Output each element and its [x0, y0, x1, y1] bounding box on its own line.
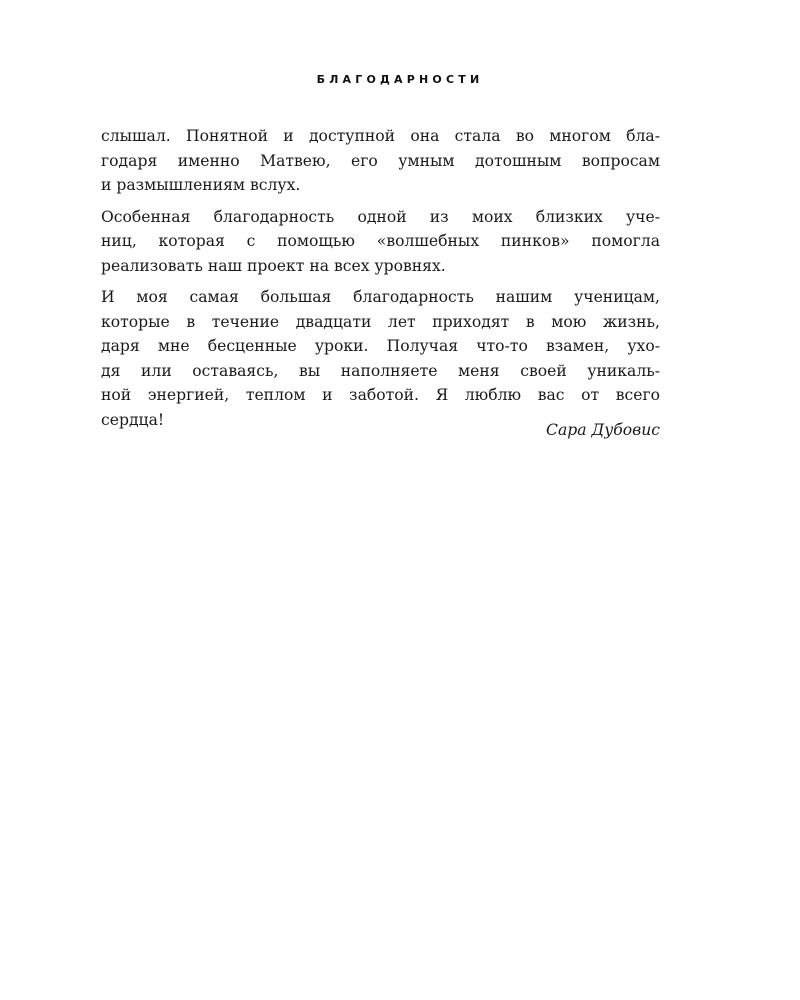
text-line: Особенная благодарность одной из моих близких уче-: [101, 207, 660, 226]
text-line: ной энергией, теплом и заботой. Я люблю вас от всего: [101, 386, 660, 404]
author-signature: Сара Дубовис: [546, 421, 660, 439]
text-line: ниц, которая с помощью «волшебных пинков» помогла: [101, 232, 660, 250]
text-line: годаря именно Матвею, его умным дотошным вопросам: [101, 151, 660, 170]
text-line: И моя самая большая благодарность нашим ученицам,: [101, 288, 660, 306]
text-line: даря мне бесценные уроки. Получая что-то взамен, ухо-: [101, 337, 660, 355]
text-line: сердца!: [101, 410, 165, 429]
text-line: которые в течение двадцати лет приходят в мою жизнь,: [101, 312, 660, 331]
text-line: дя или оставаясь, вы наполняете меня своей уникаль-: [101, 361, 660, 380]
text-line: и размышлениям вслух.: [101, 176, 301, 194]
paragraph: [101, 205, 660, 279]
paragraph: [101, 285, 660, 432]
body-text: [101, 124, 660, 439]
paragraph: [101, 124, 660, 198]
text-line: реализовать наш проект на всех уровнях.: [101, 256, 446, 275]
running-head: БЛАГОДАРНОСТИ: [316, 73, 484, 86]
text-line: слышал. Понятной и доступной она стала во многом бла-: [101, 127, 660, 145]
